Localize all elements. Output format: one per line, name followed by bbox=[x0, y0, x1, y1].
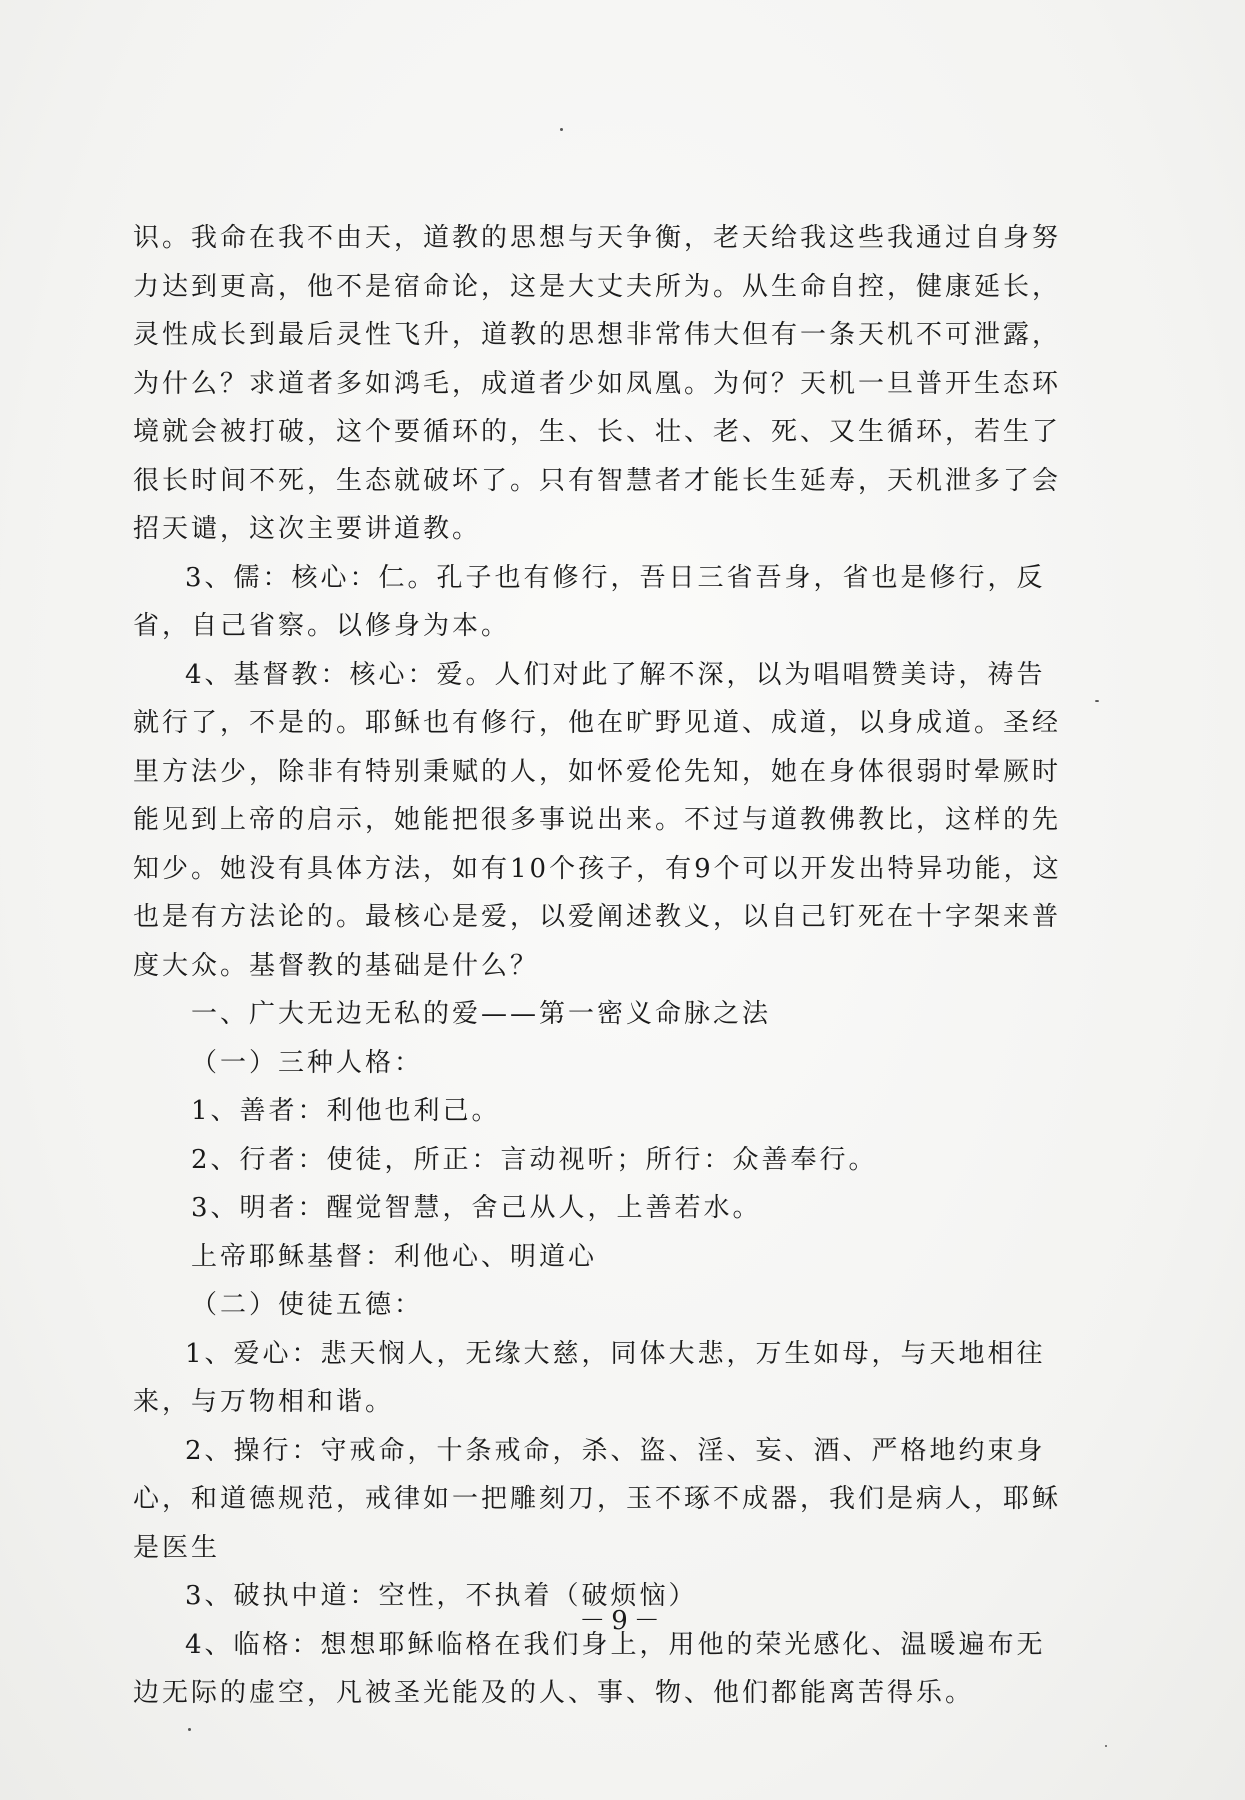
list-item: 2、行者：使徒，所正：言动视听；所行：众善奉行。 bbox=[191, 1144, 878, 1175]
paragraph-confucianism: 3、儒：核心：仁。孔子也有修行，吾日三省吾身，省也是修行，反省，自己省察。以修身为本。 bbox=[133, 562, 1046, 641]
list-item: 3、明者：醒觉智慧，舍己从人，上善若水。 bbox=[191, 1193, 762, 1223]
list-item: 2、操行：守戒命，十条戒命，杀、盗、淫、妄、酒、严格地约束身心，和道德规范，戒律如一把雕刻刀，玉不琢不成器，我们是病人，耶稣是医生 bbox=[133, 1435, 1062, 1563]
note-line: 上帝耶稣基督：利他心、明道心 bbox=[191, 1241, 598, 1272]
scan-speck bbox=[1095, 700, 1099, 702]
paragraph-daoism: 识。我命在我不由天，道教的思想与天争衡，老天给我这些我通过自身努力达到更高，他不是宿命论，这是大丈夫所为。从生命自控，健康延长，灵性成长到最后灵性飞升，道教的思想非常伟大但有一条天机不可泄露，为什么？求道者多如鸿毛，成道者少如凤凰。为何？天机一旦普开生态环境就会被打破，这个要循环的，生、长、壮、老、死、又生循环，若生了很长时间不死，生态就破坏了。只有智慧者才能长生延寿，天机泄多了会招天谴，这次主要讲道教。 bbox=[133, 223, 1062, 544]
list-item: 1、爱心：悲天悯人，无缘大慈，同体大悲，万生如母，与天地相往来，与万物相和谐。 bbox=[133, 1338, 1046, 1417]
section-heading: 一、广大无边无私的爱——第一密义命脉之法 bbox=[191, 999, 772, 1029]
scan-speck bbox=[188, 1728, 191, 1731]
body-text bbox=[133, 214, 1063, 1718]
subsection-heading: （一）三种人格： bbox=[191, 1047, 424, 1078]
paragraph-christianity: 4、基督教：核心：爱。人们对此了解不深，以为唱唱赞美诗，祷告就行了，不是的。耶稣也有修行，他在旷野见道、成道，以身成道。圣经里方法少，除非有特别秉赋的人，如怀爱伦先知，她在身体很弱时晕厥时能见到上帝的启示，她能把很多事说出来。不过与道教佛教比，这样的先知少。她没有具体方法，如有10个孩子，有9个可以开发出特异功能，这也是有方法论的。最核心是爱，以爱阐述教义，以自己钉死在十字架来普度大众。基督教的基础是什么？ bbox=[133, 659, 1062, 981]
list-item: 4、临格：想想耶稣临格在我们身上，用他的荣光感化、温暖遍布无边无际的虚空，凡被圣光能及的人、事、物、他们都能离苦得乐。 bbox=[133, 1629, 1046, 1708]
list-item: 1、善者：利他也利己。 bbox=[191, 1096, 501, 1126]
scan-speck bbox=[1105, 1745, 1107, 1747]
scan-speck bbox=[560, 128, 563, 131]
page-number: －9－ bbox=[579, 1606, 666, 1636]
subsection-heading: （二）使徒五德： bbox=[191, 1290, 424, 1320]
list-item: 3、破执中道：空性，不执着（破烦恼） bbox=[185, 1581, 698, 1611]
